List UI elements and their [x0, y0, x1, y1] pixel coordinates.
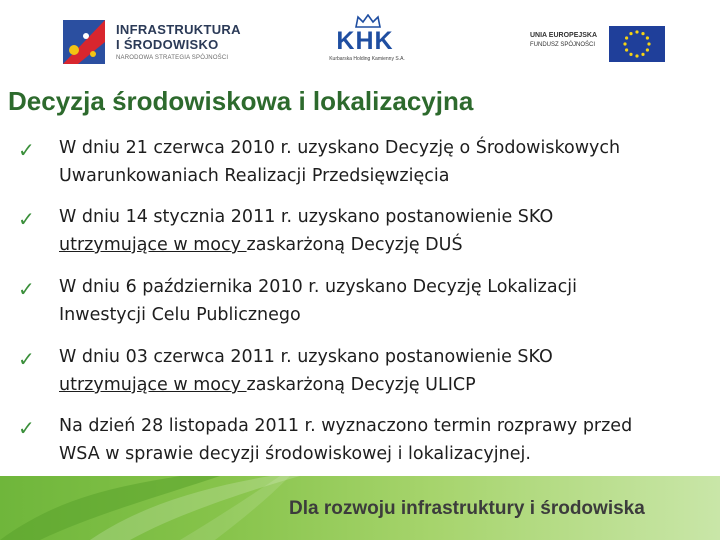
bullet-underlined: utrzymujące w mocy [59, 235, 247, 255]
bullet-underlined: utrzymujące w mocy [59, 375, 247, 395]
infrastruktura-logo [60, 14, 240, 70]
check-icon: ✓ [18, 207, 35, 231]
bullet-line1: W dniu 21 czerwca 2010 r. uzyskano Decyzję o Środowiskowych [59, 138, 621, 158]
check-icon: ✓ [18, 347, 35, 371]
bullet-line1: W dniu 03 czerwca 2011 r. uzyskano postanowienie SKO [59, 347, 553, 367]
page-title: Decyzja środowiskowa i lokalizacyjna [8, 86, 474, 116]
footer-banner [0, 476, 720, 540]
khk-subtitle: Kurbarska Holding Kamienny S.A. [329, 56, 405, 62]
footer-slogan: Dla rozwoju infrastruktury i środowiska [289, 498, 645, 519]
bullet-line2-rest: Uwarunkowaniach Realizacji Przedsięwzięcia [59, 166, 450, 186]
bullet-line1: Na dzień 28 listopada 2011 r. wyznaczono termin rozprawy przed [59, 416, 633, 436]
bullet-line2-rest: zaskarżoną Decyzję DUŚ [246, 235, 463, 255]
bullet-line1: W dniu 14 stycznia 2011 r. uzyskano postanowienie SKO [59, 207, 554, 227]
crown-icon [355, 14, 381, 28]
logo-left-line1: INFRASTRUKTURA [116, 22, 241, 37]
bullet-line2-rest: zaskarżoną Decyzję ULICP [246, 375, 476, 395]
khk-abbreviation: KHK [336, 27, 394, 55]
eu-flag-icon [609, 26, 665, 62]
check-icon: ✓ [18, 138, 35, 162]
bullet-line2 [59, 235, 463, 255]
bullet-line2-rest: WSA w sprawie decyzji środowiskowej i lokalizacyjnej. [59, 444, 531, 464]
logo-left-line3: NARODOWA STRATEGIA SPÓJNOŚCI [116, 55, 229, 61]
khk-logo [322, 14, 412, 70]
bullet-line1: W dniu 6 października 2010 r. uzyskano Decyzję Lokalizacji [59, 277, 577, 297]
program-flag-icon [60, 16, 108, 68]
eu-logo-line2: FUNDUSZ SPÓJNOŚCI [530, 42, 596, 48]
eu-logo-line1: UNIA EUROPEJSKA [530, 32, 598, 39]
bullet-line2 [59, 166, 449, 186]
eu-logo [530, 26, 665, 62]
check-icon: ✓ [18, 277, 35, 301]
bullet-line2 [59, 444, 531, 464]
bullet-line2 [59, 375, 476, 395]
logo-left-line2: I ŚRODOWISKO [116, 37, 219, 52]
bullet-line2 [59, 305, 301, 325]
logo-bar [0, 0, 720, 82]
bullet-line2-rest: Inwestycji Celu Publicznego [59, 305, 301, 325]
check-icon: ✓ [18, 416, 35, 440]
